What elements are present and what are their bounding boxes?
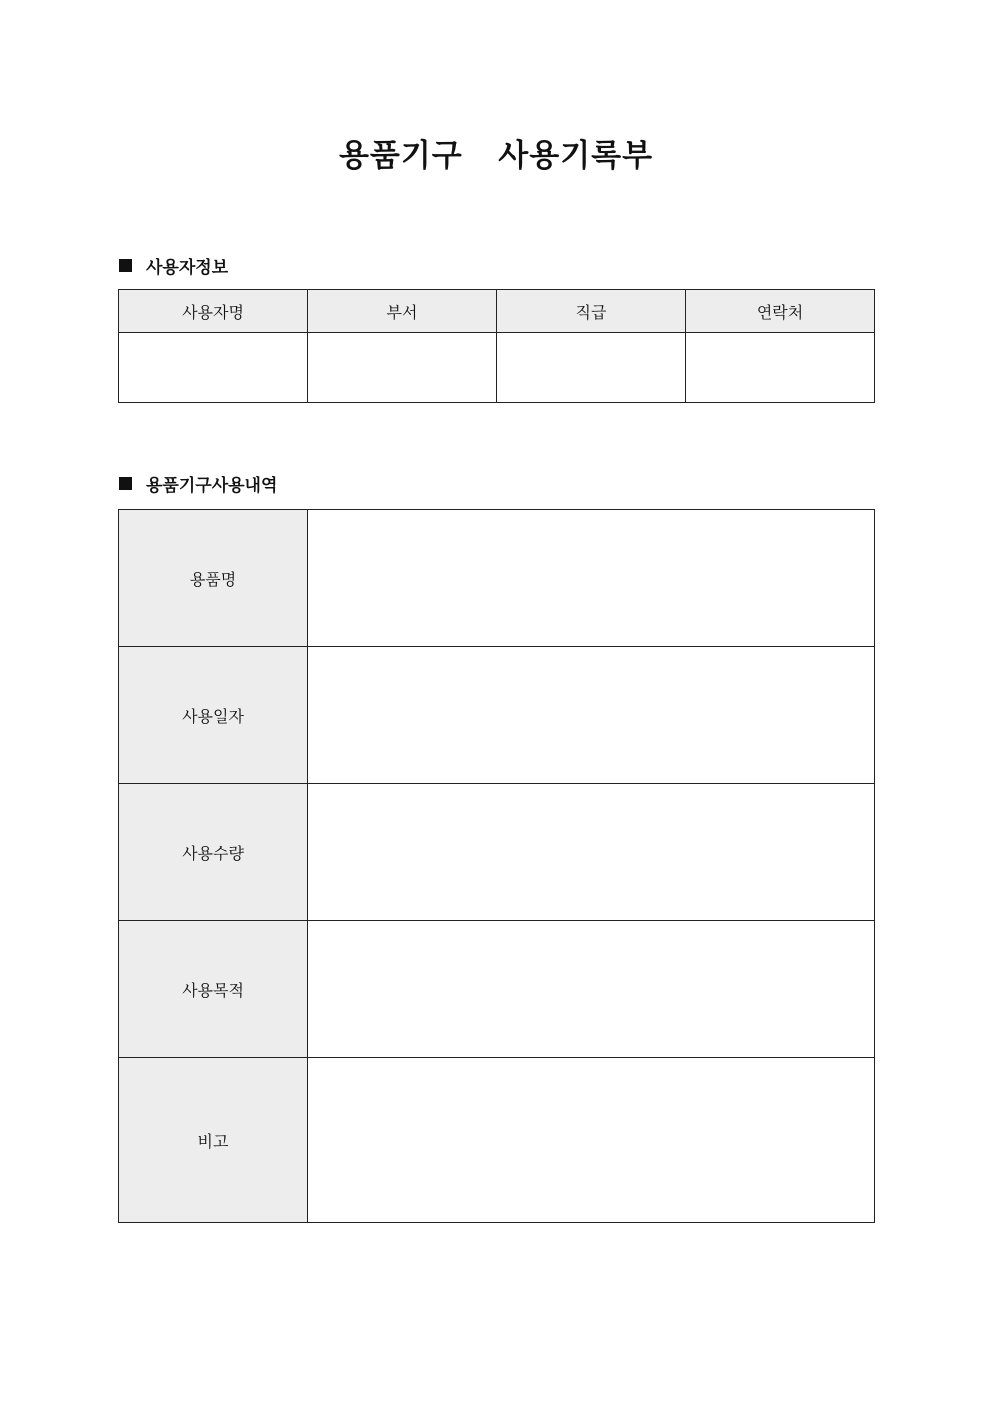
table-row <box>119 647 875 784</box>
contact-field[interactable] <box>686 333 875 403</box>
table-header-row <box>119 290 875 333</box>
department-field[interactable] <box>308 333 497 403</box>
position-field[interactable] <box>497 333 686 403</box>
table-row <box>119 784 875 921</box>
row-label-usage-date: 사용일자 <box>119 647 308 784</box>
usage-table <box>118 509 875 1223</box>
page-title: 용품기구 사용기록부 <box>338 138 654 174</box>
square-bullet-icon <box>119 477 132 490</box>
remarks-field[interactable] <box>308 1058 875 1223</box>
row-label-usage-purpose: 사용목적 <box>119 921 308 1058</box>
row-label-remarks: 비고 <box>119 1058 308 1223</box>
table-row <box>119 921 875 1058</box>
usage-date-field[interactable] <box>308 647 875 784</box>
usage-quantity-field[interactable] <box>308 784 875 921</box>
table-row <box>119 510 875 647</box>
row-label-usage-quantity: 사용수량 <box>119 784 308 921</box>
usage-heading-label: 용품기구사용내역 <box>146 475 278 496</box>
table-row <box>119 333 875 403</box>
column-header-department: 부서 <box>308 290 497 333</box>
usage-heading <box>119 471 277 495</box>
column-header-user-name: 사용자명 <box>119 290 308 333</box>
user-info-heading-label: 사용자정보 <box>146 257 229 278</box>
usage-purpose-field[interactable] <box>308 921 875 1058</box>
column-header-position: 직급 <box>497 290 686 333</box>
table-row <box>119 1058 875 1223</box>
square-bullet-icon <box>119 259 132 272</box>
user-info-heading <box>119 253 228 277</box>
item-name-field[interactable] <box>308 510 875 647</box>
row-label-item-name: 용품명 <box>119 510 308 647</box>
user-info-table <box>118 289 875 403</box>
user-name-field[interactable] <box>119 333 308 403</box>
column-header-contact: 연락처 <box>686 290 875 333</box>
